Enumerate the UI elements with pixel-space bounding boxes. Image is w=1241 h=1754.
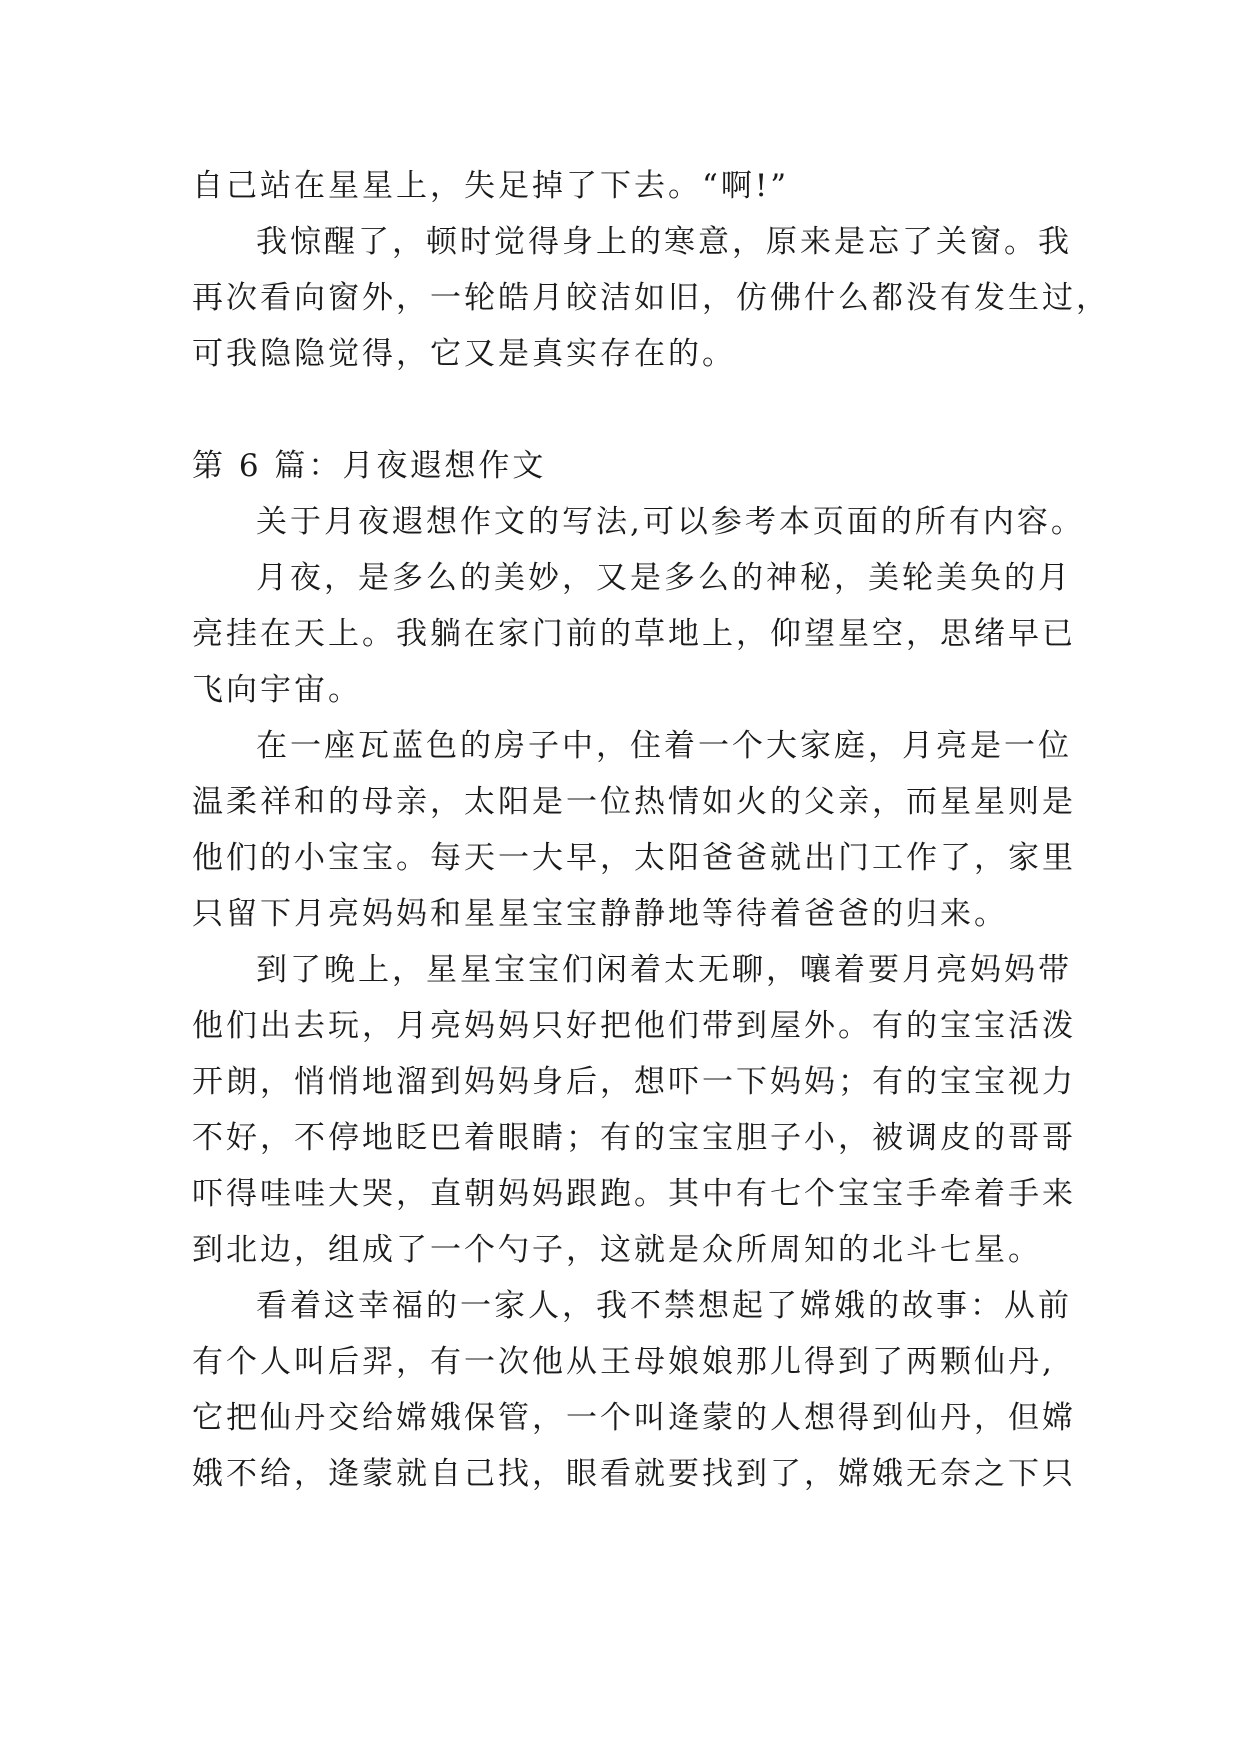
paragraph-2 [192, 718, 1076, 942]
text-line: 在一座瓦蓝色的房子中，住着一个大家庭，月亮是一位 [256, 728, 1072, 764]
text-line: 他们的小宝宝。每天一大早，太阳爸爸就出门工作了，家里 [192, 840, 1076, 876]
section-heading: 第 6 篇：月夜遐想作文 [192, 448, 547, 484]
text-line: 可我隐隐觉得，它又是真实存在的。 [192, 336, 736, 372]
paragraph-3 [192, 942, 1076, 1278]
document-body [192, 158, 1110, 1502]
paragraph-4 [192, 1278, 1076, 1502]
text-line: 不好，不停地眨巴着眼睛；有的宝宝胆子小，被调皮的哥哥 [192, 1120, 1076, 1156]
text-line: 只留下月亮妈妈和星星宝宝静静地等待着爸爸的归来。 [192, 896, 1008, 932]
text-line: 再次看向窗外，一轮皓月皎洁如旧，仿佛什么都没有发生过， [192, 280, 1110, 316]
section-spacer [192, 382, 1054, 438]
text-line: 亮挂在天上。我躺在家门前的草地上，仰望星空，思绪早已 [192, 616, 1076, 652]
text-line: 自己站在星星上，失足掉了下去。“啊!” [192, 168, 790, 204]
text-line: 它把仙丹交给嫦娥保管，一个叫逄蒙的人想得到仙丹，但嫦 [192, 1400, 1076, 1436]
text-line: 娥不给，逄蒙就自己找，眼看就要找到了，嫦娥无奈之下只 [192, 1456, 1076, 1492]
paragraph-1 [192, 550, 1076, 718]
text-line: 月夜，是多么的美妙，又是多么的神秘，美轮美奂的月 [256, 560, 1072, 596]
text-line: 他们出去玩，月亮妈妈只好把他们带到屋外。有的宝宝活泼 [192, 1008, 1076, 1044]
text-line: 有个人叫后羿，有一次他从王母娘娘那儿得到了两颗仙丹, [192, 1344, 1055, 1380]
intro-line: 关于月夜遐想作文的写法,可以参考本页面的所有内容。 [256, 504, 1085, 540]
text-line: 我惊醒了，顿时觉得身上的寒意，原来是忘了关窗。我 [256, 224, 1072, 260]
text-line: 温柔祥和的母亲，太阳是一位热情如火的父亲，而星星则是 [192, 784, 1076, 820]
text-line: 看着这幸福的一家人，我不禁想起了嫦娥的故事：从前 [256, 1288, 1072, 1324]
text-line: 吓得哇哇大哭，直朝妈妈跟跑。其中有七个宝宝手牵着手来 [192, 1176, 1076, 1212]
paragraph-wake [192, 214, 1110, 382]
text-line: 飞向宇宙。 [192, 672, 362, 708]
text-line: 开朗，悄悄地溜到妈妈身后，想吓一下妈妈；有的宝宝视力 [192, 1064, 1076, 1100]
text-line: 到北边，组成了一个勺子，这就是众所周知的北斗七星。 [192, 1232, 1042, 1268]
text-line: 到了晚上，星星宝宝们闲着太无聊，嚷着要月亮妈妈带 [256, 952, 1072, 988]
